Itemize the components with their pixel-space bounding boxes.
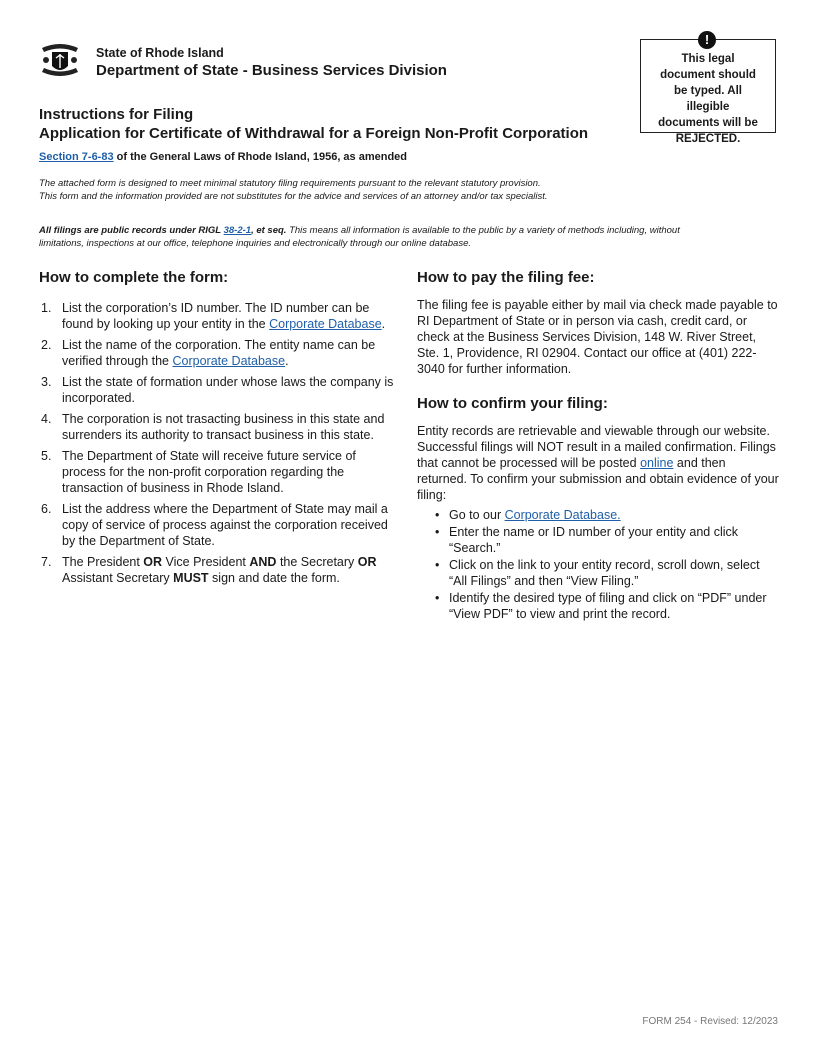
step-text: Click on the link to your entity record, scroll down, select “All Filings” and then “View Filing.” <box>449 558 760 588</box>
bullet: • <box>435 508 440 522</box>
public-records-note <box>39 224 719 250</box>
list-item <box>39 448 401 496</box>
list-item <box>431 557 779 589</box>
step-number: 4. <box>41 412 52 426</box>
list-item <box>431 524 779 556</box>
list-item <box>431 590 779 622</box>
corporate-database-link[interactable]: Corporate Database <box>172 354 286 368</box>
notice-text: This legal document should be typed. All illegible documents will be REJECTED. <box>658 53 758 145</box>
step-number: 7. <box>41 555 52 569</box>
step-punct: . <box>285 354 289 368</box>
et-seq: , et seq. <box>251 225 287 236</box>
step-text: Identify the desired type of filing and click on “PDF” under “View PDF” to view and print the record. <box>449 591 767 621</box>
step-text: List the state of formation under whose laws the company is incorporated. <box>62 375 394 405</box>
disclaimer <box>39 177 719 203</box>
statute-text: of the General Laws of Rhode Island, 1956, as amended <box>113 151 408 163</box>
title-line-2: Application for Certificate of Withdrawal for a Foreign Non-Profit Corporation <box>39 125 589 142</box>
division-name: Department of State - Business Services Division <box>96 62 447 79</box>
list-item <box>431 507 779 523</box>
signer-text: The President OR Vice President AND the Secretary OR Assistant Secretary MUST sign and date the form. <box>62 555 377 585</box>
form-revision-footer: FORM 254 - Revised: 12/2023 <box>642 1016 778 1027</box>
step-number: 2. <box>41 338 52 352</box>
step-text: List the address where the Department of State may mail a copy of service of process against the corporation received by the Department of State. <box>62 502 388 548</box>
payment-and-confirmation-section <box>417 269 779 623</box>
step-text: Go to our <box>449 508 505 522</box>
state-name: State of Rhode Island <box>96 46 224 60</box>
confirm-intro: Entity records are retrievable and viewable through our website. Successful filings will NOT result in a mailed confirmation. Filings that cannot be processed will be posted online and then returned. To confirm your submission and obtain evidence of your filing: <box>417 424 779 502</box>
complete-form-heading: How to complete the form: <box>39 269 229 286</box>
list-item <box>39 554 401 586</box>
confirm-filing-steps <box>417 507 779 622</box>
statute-link[interactable]: Section 7-6-83 <box>39 151 114 163</box>
step-text: Enter the name or ID number of your entity and click “Search.” <box>449 525 739 555</box>
public-records-lead: All filings are public records under RIGL <box>39 225 224 236</box>
corporate-database-link[interactable]: Corporate Database <box>269 317 382 331</box>
bullet: • <box>435 558 440 572</box>
step-number: 5. <box>41 449 52 463</box>
agency-header <box>96 45 447 81</box>
step-number: 6. <box>41 502 52 516</box>
online-link[interactable]: online <box>640 456 674 470</box>
complete-form-steps <box>39 300 401 586</box>
disclaimer-line-1: The attached form is designed to meet minimal statutory filing requirements pursuant to the relevant statutory provision. <box>39 178 541 189</box>
step-punct: . <box>381 317 386 331</box>
list-item <box>39 300 401 332</box>
list-item <box>39 411 401 443</box>
bullet: • <box>435 591 440 605</box>
complete-form-section <box>39 269 401 591</box>
rigl-link[interactable]: 38-2-1 <box>223 225 252 236</box>
step-text: List the name of the corporation. The entity name can be verified through the <box>62 338 376 368</box>
disclaimer-line-2: This form and the information provided are not substitutes for the advice and services of an attorney and/or tax specialist. <box>39 191 548 202</box>
rhode-island-seal-icon <box>38 38 82 82</box>
bullet: • <box>435 525 440 539</box>
statute-reference <box>39 151 407 163</box>
exclamation-icon: ! <box>698 31 716 49</box>
typed-document-notice <box>640 32 776 145</box>
public-records-text: This means all information is available to the public by a variety of methods including, without limitations, inspections at our office, telephone inquiries and electronically through our online database. <box>39 225 680 249</box>
page-title <box>39 105 588 143</box>
list-item <box>39 501 401 549</box>
corporate-database-link[interactable]: Corporate Database. <box>504 508 621 522</box>
title-line-1: Instructions for Filing <box>39 106 194 123</box>
step-text: List the corporation’s ID number. The ID number can be found by looking up your entity in the <box>62 301 370 331</box>
step-number: 1. <box>41 301 52 315</box>
pay-fee-heading: How to pay the filing fee: <box>417 269 595 286</box>
list-item <box>39 374 401 406</box>
step-text: The corporation is not trasacting business in this state and surrenders its authority to transact business in this state. <box>62 412 385 442</box>
list-item <box>39 337 401 369</box>
confirm-filing-heading: How to confirm your filing: <box>417 395 608 412</box>
step-text: The Department of State will receive future service of process for the non-profit corporation regarding the transaction of business in Rhode Island. <box>62 449 356 495</box>
step-number: 3. <box>41 375 52 389</box>
pay-fee-text: The filing fee is payable either by mail via check made payable to RI Department of State or in person via cash, credit card, or check at the Business Services Division, 148 W. River Street, Ste. 1, Providence, RI 02904. Contact our office at (401) 222-3040 for further information. <box>417 298 778 376</box>
